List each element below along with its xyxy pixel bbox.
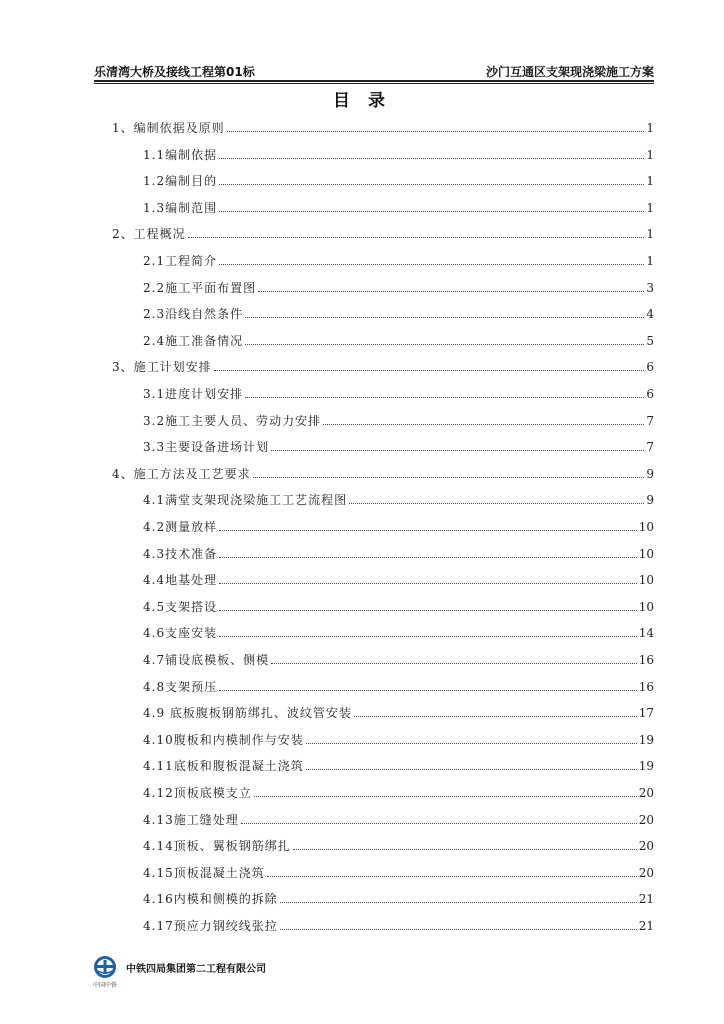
toc-entry-page: 1 — [646, 227, 654, 242]
toc-entry-page: 1 — [646, 174, 654, 189]
toc-leader-dots — [349, 503, 644, 504]
toc-entry-label: 4.12顶板底模支立 — [143, 786, 252, 800]
toc-leader-dots — [188, 237, 645, 238]
toc-entry-label: 3.1进度计划安排 — [143, 387, 244, 401]
toc-entry-page: 6 — [646, 387, 654, 401]
toc-leader-dots — [219, 690, 637, 691]
toc-entry-page: 7 — [646, 440, 654, 455]
toc-leader-dots — [323, 424, 644, 425]
toc-leader-dots — [241, 823, 637, 824]
toc-entry-label: 4、施工方法及工艺要求 — [112, 466, 251, 481]
toc-leader-dots — [245, 397, 644, 398]
toc-leader-dots — [219, 211, 644, 212]
toc-entry-page: 4 — [646, 307, 654, 322]
toc-entry[interactable] — [143, 778, 654, 800]
toc-leader-dots — [245, 344, 644, 345]
toc-leader-dots — [219, 583, 637, 584]
toc-leader-dots — [253, 477, 645, 478]
toc-entry-page: 19 — [638, 732, 654, 747]
toc-leader-dots — [245, 317, 644, 318]
toc-entry-label: 4.11底板和腹板混凝土浇筑 — [143, 759, 304, 774]
toc-entry-label: 4.16内模和侧模的拆除 — [143, 892, 278, 907]
toc-leader-dots — [280, 929, 637, 930]
toc-entry[interactable] — [143, 379, 654, 401]
toc-entry[interactable] — [143, 406, 654, 428]
toc-entry[interactable] — [143, 831, 654, 853]
toc-entry[interactable] — [143, 672, 654, 694]
toc-entry[interactable] — [143, 618, 654, 640]
toc-entry[interactable] — [143, 884, 654, 906]
toc-entry-label: 1.3编制范围 — [143, 200, 218, 215]
toc-entry[interactable] — [112, 459, 654, 481]
logo-caption: 中国中铁 — [92, 982, 117, 989]
company-logo — [90, 955, 120, 989]
toc-entry-label: 4.15顶板混凝土浇筑 — [143, 865, 265, 880]
toc-entry[interactable] — [112, 219, 654, 241]
toc-entry[interactable] — [143, 166, 654, 188]
toc-entry-page: 1 — [646, 121, 654, 135]
toc-entry[interactable] — [112, 352, 654, 374]
toc-leader-dots — [219, 610, 637, 611]
toc-entry-label: 4.4地基处理 — [143, 573, 218, 588]
toc-entry-page: 1 — [646, 147, 654, 162]
toc-entry-page: 7 — [646, 413, 654, 428]
toc-entry[interactable] — [143, 725, 654, 747]
toc-leader-dots — [219, 158, 644, 159]
footer-company-name: 中铁四局集团第二工程有限公司 — [126, 963, 266, 975]
toc-entry-page: 10 — [638, 599, 654, 614]
toc-entry-page: 20 — [638, 865, 654, 880]
toc-leader-dots — [306, 743, 637, 744]
toc-leader-dots — [219, 184, 644, 185]
toc-leader-dots — [254, 796, 637, 797]
toc-entry[interactable] — [143, 539, 654, 561]
toc-entry[interactable] — [143, 299, 654, 321]
toc-leader-dots — [271, 450, 644, 451]
toc-entry-page: 14 — [638, 626, 654, 641]
toc-entry-label: 2.4施工准备情况 — [143, 333, 244, 348]
toc-entry-label: 1.1编制依据 — [143, 147, 218, 162]
toc-leader-dots — [258, 291, 644, 292]
toc-entry-page: 20 — [638, 786, 654, 800]
toc-entry-label: 4.7铺设底模板、侧模 — [143, 653, 270, 667]
toc-leader-dots — [219, 530, 637, 531]
toc-entry[interactable] — [143, 858, 654, 880]
toc-entry-page: 9 — [646, 466, 654, 481]
toc-entry-page: 1 — [646, 254, 654, 268]
toc-entry[interactable] — [143, 645, 654, 667]
toc-entry[interactable] — [143, 326, 654, 348]
toc-entry[interactable] — [143, 193, 654, 215]
toc-entry-label: 4.2测量放样 — [143, 520, 218, 534]
toc-entry[interactable] — [143, 751, 654, 773]
toc-leader-dots — [293, 849, 637, 850]
toc-leader-dots — [271, 663, 637, 664]
toc-entry[interactable] — [143, 911, 654, 933]
toc-leader-dots — [219, 264, 644, 265]
toc-entry-label: 4.5支架搭设 — [143, 599, 218, 614]
toc-entry-page: 21 — [638, 892, 654, 907]
toc-entry-page: 21 — [638, 919, 654, 933]
toc-entry-label: 4.10腹板和内模制作与安装 — [143, 732, 304, 747]
toc-title: 目 录 — [333, 91, 391, 111]
toc-entry-page: 6 — [646, 360, 654, 375]
header-rule-thin — [94, 83, 654, 84]
toc-entry[interactable] — [143, 805, 654, 827]
page-header — [94, 54, 654, 80]
toc-entry-label: 2.1工程简介 — [143, 254, 218, 268]
toc-entry[interactable] — [143, 140, 654, 162]
toc-entry-label: 2、工程概况 — [112, 227, 186, 242]
toc-entry-label: 1、编制依据及原则 — [112, 121, 225, 135]
toc-entry[interactable] — [143, 592, 654, 614]
toc-entry-page: 5 — [646, 333, 654, 348]
toc-entry[interactable] — [143, 485, 654, 507]
toc-entry-label: 3.3主要设备进场计划 — [143, 440, 270, 455]
toc-entry-page: 1 — [646, 200, 654, 215]
toc-entry-label: 4.3技术准备 — [143, 546, 218, 561]
toc-entry-page: 16 — [638, 653, 654, 667]
toc-entry[interactable] — [143, 512, 654, 534]
toc-entry-label: 4.17预应力钢绞线张拉 — [143, 919, 278, 933]
toc-entry[interactable] — [143, 246, 654, 268]
toc-leader-dots — [219, 636, 637, 637]
toc-leader-dots — [306, 769, 637, 770]
page-footer — [90, 952, 266, 992]
toc-entry-label: 4.14顶板、翼板钢筋绑扎 — [143, 839, 291, 854]
toc-entry-page: 9 — [646, 493, 654, 508]
header-document-title: 沙门互通区支架现浇梁施工方案 — [485, 65, 654, 79]
toc-leader-dots — [227, 131, 645, 132]
toc-entry[interactable] — [143, 273, 654, 295]
toc-entry-page: 17 — [638, 706, 654, 721]
toc-entry-page: 20 — [638, 839, 654, 854]
toc-entry-page: 19 — [638, 759, 654, 774]
toc-entry[interactable] — [143, 432, 654, 454]
toc-entry-label: 3、施工计划安排 — [112, 360, 212, 375]
toc-entry-page: 16 — [638, 679, 654, 694]
toc-entry-label: 2.2施工平面布置图 — [143, 280, 257, 295]
crec-logo-icon — [93, 955, 117, 979]
toc-entry[interactable] — [143, 565, 654, 587]
toc-leader-dots — [214, 370, 645, 371]
toc-entry-label: 4.9 底板腹板钢筋绑扎、波纹管安装 — [143, 706, 352, 721]
toc-entry-page: 10 — [638, 520, 654, 534]
toc-entry-label: 4.6支座安装 — [143, 626, 218, 641]
toc-entry-label: 4.8支架预压 — [143, 679, 218, 694]
toc-leader-dots — [267, 876, 637, 877]
toc-leader-dots — [219, 557, 637, 558]
toc-entry-label: 4.1满堂支架现浇梁施工工艺流程图 — [143, 493, 348, 508]
toc-entry-label: 1.2编制目的 — [143, 174, 218, 189]
toc-entry-label: 2.3沿线自然条件 — [143, 307, 244, 322]
header-rule-thick — [94, 80, 654, 82]
toc-entry-page: 20 — [638, 812, 654, 827]
toc-entry[interactable] — [143, 698, 654, 720]
toc-leader-dots — [280, 902, 637, 903]
toc-entry[interactable] — [112, 113, 654, 135]
toc-entry-label: 3.2施工主要人员、劳动力安排 — [143, 413, 322, 428]
toc-entry-page: 10 — [638, 546, 654, 561]
toc-entry-label: 4.13施工缝处理 — [143, 812, 239, 827]
header-project-name: 乐清湾大桥及接线工程第01标 — [94, 65, 255, 79]
toc-leader-dots — [354, 716, 637, 717]
toc-entry-page: 10 — [638, 573, 654, 588]
toc-entry-page: 3 — [646, 280, 654, 295]
